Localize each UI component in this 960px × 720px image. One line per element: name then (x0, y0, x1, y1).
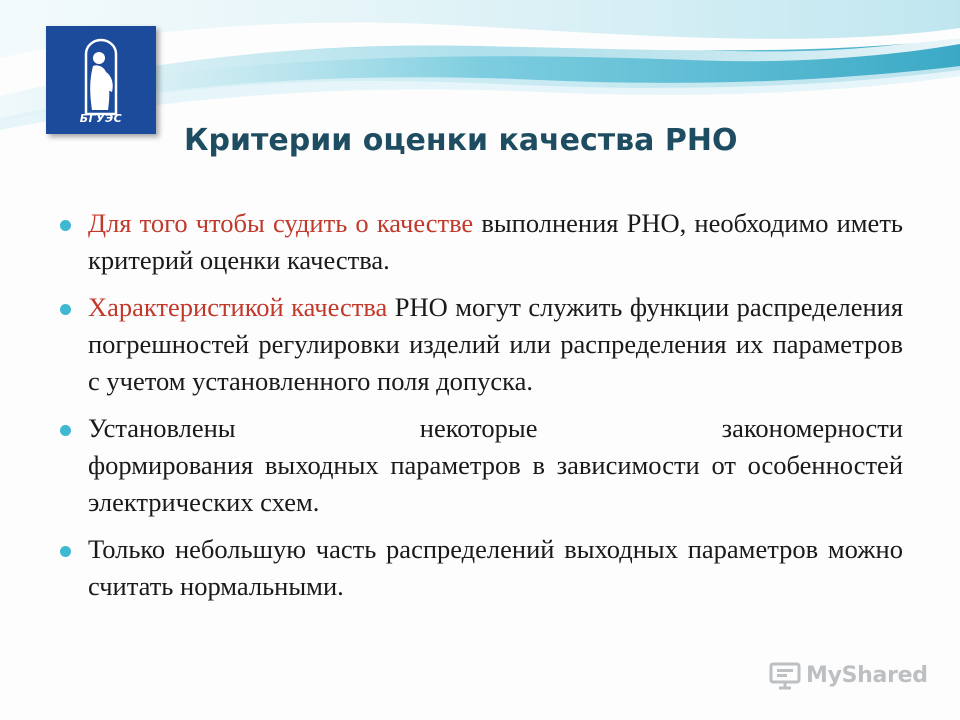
bullet-text: Только небольшую часть распределений выходных параметров можно считать нормальными. (88, 534, 903, 601)
watermark (768, 658, 928, 692)
bullet-text: РНО могут служить функции распределения погрешностей регулировки изделий или распределения их параметров с учетом установленного поля допуска. (88, 292, 904, 396)
bullet-dot-icon (60, 546, 71, 557)
bullet-text: выполнения РНО, необходимо иметь критерий оценки качества. (88, 208, 903, 275)
bullet-dot-icon (60, 220, 71, 231)
bullet-dot-icon (60, 304, 71, 315)
bullet-item-1 (60, 205, 903, 279)
bullet-highlight: Характеристикой качества (88, 292, 388, 322)
bullet-word: закономерности (721, 413, 903, 443)
university-logo (46, 26, 156, 134)
bullet-item-2 (60, 289, 903, 400)
bullet-word: Установлены (88, 413, 236, 443)
bullet-item-3 (60, 410, 903, 521)
bullet-highlight: Для того чтобы судить о качестве (88, 208, 474, 238)
logo-caption: БГУЭС (79, 112, 123, 125)
bullet-list (60, 205, 903, 615)
bullet-text: формирования выходных параметров в зависимости от особенностей электрических схем. (88, 450, 903, 517)
presentation-screen-icon (768, 658, 802, 692)
bullet-dot-icon (60, 425, 71, 436)
watermark-text: MyShared (806, 662, 928, 688)
bullet-first-line (88, 410, 903, 447)
slide-title: Критерии оценки качества РНО (184, 123, 738, 158)
bullet-item-4 (60, 531, 903, 605)
bullet-word: некоторые (419, 413, 538, 443)
